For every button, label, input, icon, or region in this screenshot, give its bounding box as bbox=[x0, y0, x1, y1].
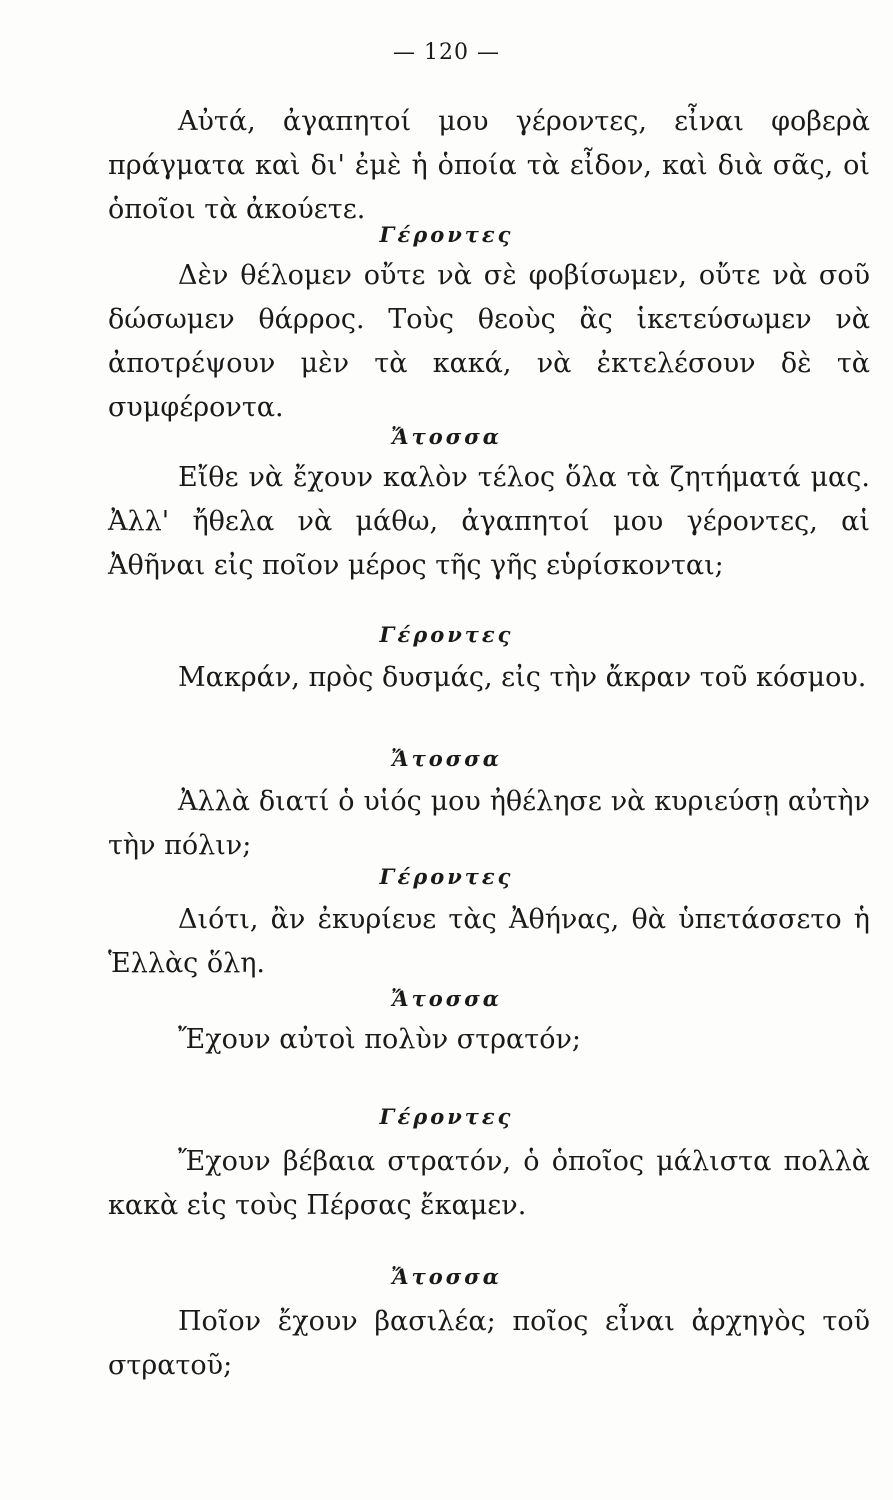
speaker-heading-gerontes: Γέροντες bbox=[379, 222, 514, 247]
paragraph-atossa-2 bbox=[108, 456, 870, 588]
paragraph-text: Δὲν θέλομεν οὔτε νὰ σὲ φοβίσωμεν, οὔτε νὰ σοῦ δώσωμεν θάρρος. Τοὺς θεοὺς ἂς ἱκετεύσωμεν νὰ ἀποτρέψουν μὲν τὰ κακά, νὰ ἐκτελέσουν δὲ τὰ συμφέροντα. bbox=[108, 260, 870, 423]
paragraph-text: Διότι, ἂν ἐκυρίευε τὰς Ἀθήνας, θὰ ὑπετάσσετο ἡ Ἑλλὰς ὅλη. bbox=[108, 904, 870, 979]
speaker-heading-atossa: Ἄτοσσα bbox=[391, 1264, 502, 1289]
paragraph-text: Μακράν, πρὸς δυσμάς, εἰς τὴν ἄκραν τοῦ κόσμου. bbox=[178, 662, 867, 693]
paragraph-gerontes-4 bbox=[108, 1140, 870, 1228]
paragraph-atossa-5 bbox=[108, 1300, 870, 1388]
paragraph-atossa-3 bbox=[108, 780, 870, 868]
speaker-heading-gerontes: Γέροντες bbox=[379, 864, 514, 889]
speaker-heading-gerontes: Γέροντες bbox=[379, 1104, 514, 1129]
paragraph-gerontes-1 bbox=[108, 254, 870, 430]
speaker-heading-gerontes: Γέροντες bbox=[379, 622, 514, 647]
speaker-heading-atossa: Ἄτοσσα bbox=[391, 424, 502, 449]
paragraph-text: Ἀλλὰ διατί ὁ υἱός μου ἠθέλησε νὰ κυριεύσῃ αὐτὴν τὴν πόλιν; bbox=[108, 786, 870, 861]
paragraph-text: Ποῖον ἔχουν βασιλέα; ποῖος εἶναι ἀρχηγὸς τοῦ στρατοῦ; bbox=[108, 1306, 870, 1381]
paragraph-text: Ἔχουν βέβαια στρατόν, ὁ ὁποῖος μάλιστα πολλὰ κακὰ εἰς τοὺς Πέρσας ἔκαμεν. bbox=[108, 1146, 870, 1221]
paragraph-gerontes-3 bbox=[108, 898, 870, 986]
paragraph-atossa-1 bbox=[108, 100, 870, 232]
paragraph-text: Εἴθε νὰ ἔχουν καλὸν τέλος ὅλα τὰ ζητήματά μας. Ἀλλ' ἤθελα νὰ μάθω, ἀγαπητοί μου γέροντες, αἱ Ἀθῆναι εἰς ποῖον μέρος τῆς γῆς εὑρίσκονται; bbox=[108, 462, 870, 581]
paragraph-gerontes-2 bbox=[108, 656, 870, 700]
speaker-heading-atossa: Ἄτοσσα bbox=[391, 986, 502, 1011]
page-number: — 120 — bbox=[393, 40, 500, 65]
paragraph-atossa-4 bbox=[108, 1018, 870, 1062]
paragraph-text: Ἔχουν αὐτοὶ πολὺν στρατόν; bbox=[178, 1024, 581, 1055]
speaker-heading-atossa: Ἄτοσσα bbox=[391, 746, 502, 771]
paragraph-text: Αὐτά, ἀγαπητοί μου γέροντες, εἶναι φοβερὰ πράγματα καὶ δι' ἐμὲ ἡ ὁποία τὰ εἶδον, καὶ διὰ σᾶς, οἱ ὁποῖοι τὰ ἀκούετε. bbox=[108, 106, 870, 225]
